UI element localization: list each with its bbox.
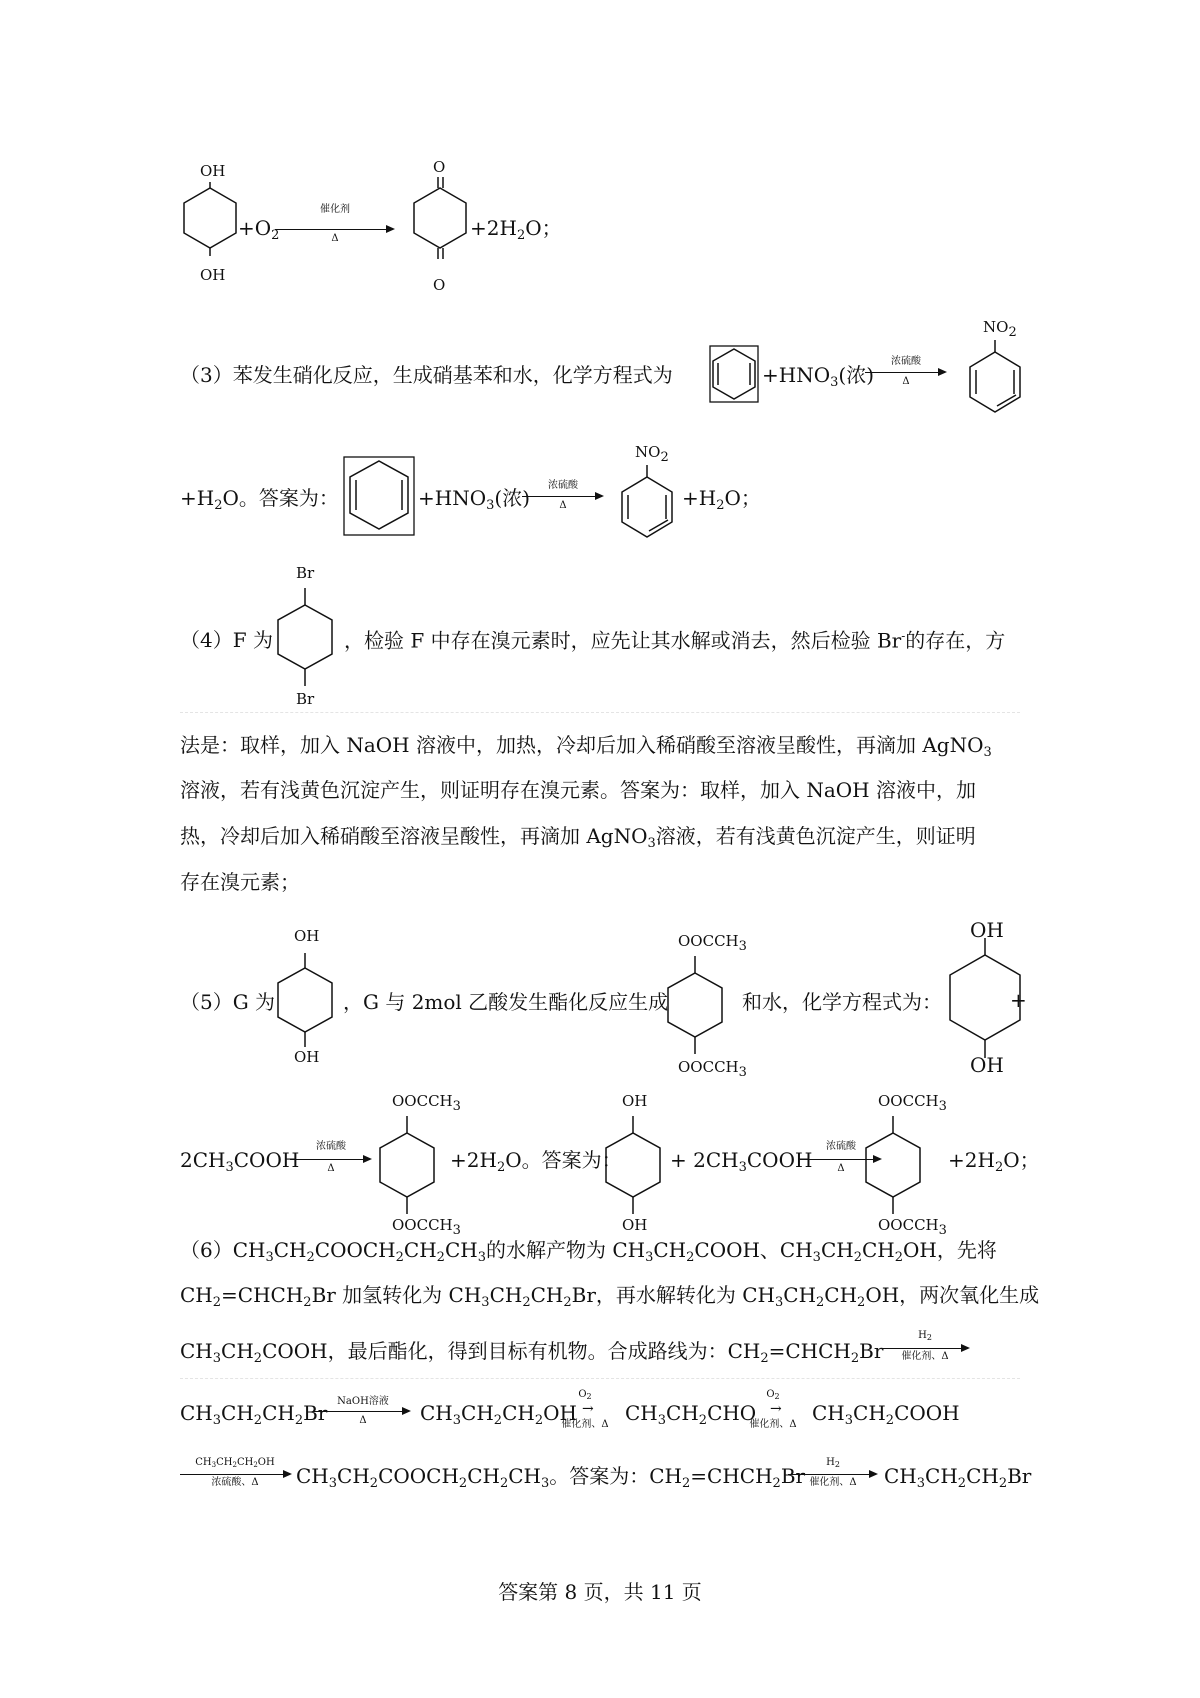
propanol-condition: $CH_3CH_2CH_2OH$: [195, 1457, 275, 1469]
no2-label: $NO_2$: [983, 318, 1017, 340]
section-5-text-end: 和水，化学方程式为：: [742, 990, 942, 1014]
propyl-bromide: $CH_3CH_2CH_2Br$: [180, 1401, 328, 1428]
nitrobenzene-structure: [960, 330, 1030, 420]
cyclohexanedione-structure: [410, 170, 470, 270]
propanol: $CH_3CH_2CH_2OH$: [420, 1401, 577, 1428]
arrow-condition-bottom: Δ: [327, 1163, 335, 1174]
reaction-arrow: [788, 1474, 876, 1475]
heat-condition: Δ: [359, 1415, 367, 1426]
h2-condition: $H_2$: [826, 1457, 840, 1469]
cyclohexanediol-answer-structure: [598, 1100, 668, 1230]
eq-ester-top: $OOCCH_3$: [392, 1092, 461, 1114]
ans-oh-bottom: OH: [622, 1216, 648, 1234]
ans-oh-top: OH: [622, 1092, 648, 1110]
reaction-arrow: [290, 1159, 370, 1160]
section-3-answer-start: $+H_2O$。答案为：: [180, 486, 339, 513]
dibromocyclohexane-structure: [270, 572, 340, 702]
plus-sign: +: [1010, 988, 1027, 1012]
ans-water: $+2H_2O$；: [948, 1148, 1040, 1175]
reaction-arrow: [865, 372, 945, 373]
oh-bonds: [180, 170, 240, 260]
section-5-text: ，G 与 2mol 乙酸发生酯化反应生成: [343, 990, 669, 1014]
catalyst-condition: 催化剂、Δ: [901, 1351, 949, 1362]
arrow-condition-top: 浓硫酸: [891, 356, 921, 367]
divider: [180, 1378, 1020, 1379]
no2-label-answer: $NO_2$: [635, 443, 669, 465]
acid-condition: 浓硫酸、Δ: [211, 1477, 259, 1488]
propanal: $CH_3CH_2CHO$: [625, 1401, 757, 1428]
catalyst-condition: 催化剂、Δ: [749, 1419, 797, 1430]
catalyst-condition: 催化剂、Δ: [809, 1477, 857, 1488]
propanoic-acid: $CH_3CH_2COOH$: [812, 1401, 960, 1428]
br-top-label: Br: [296, 564, 315, 582]
eq-ester-bottom: $OOCCH_3$: [392, 1216, 461, 1238]
benzene-structure: [708, 344, 760, 406]
acetic-acid-reagent: $2CH_3COOH$: [180, 1148, 300, 1175]
arrow-condition-bottom: Δ: [559, 500, 567, 511]
page-footer: 答案第 8 页，共 11 页: [498, 1580, 702, 1604]
reaction-arrow: [880, 1348, 968, 1349]
o2-condition: $O_2$: [766, 1389, 780, 1401]
section-6-line-5: $CH_3CH_2COOCH_2CH_2CH_3$。答案为：$CH_2=CHCH_2Br$: [296, 1464, 806, 1491]
ans-acetic-acid: + $2CH_3COOH$: [670, 1148, 813, 1175]
section-4-label: （4）F 为: [180, 628, 273, 652]
large-oh-top: OH: [970, 918, 1004, 942]
ans-ester-bottom: $OOCCH_3$: [878, 1216, 947, 1238]
oh-bottom-label: OH: [200, 266, 226, 284]
reaction-arrow: [180, 1474, 290, 1475]
divider: [180, 712, 1020, 713]
section-3-text: （3）苯发生硝化反应，生成硝基苯和水，化学方程式为: [180, 363, 673, 387]
section-5-label: （5）G 为: [180, 990, 276, 1014]
arrow-condition-top: 浓硫酸: [548, 480, 578, 491]
diester-structure-eq: [372, 1100, 442, 1230]
arrow-glyph: →: [582, 1401, 594, 1417]
o-top-label: O: [433, 158, 446, 176]
section-6-line-3: $CH_3CH_2COOH$，最后酯化，得到目标有机物。合成路线为：$CH_2=CHCH_2Br$: [180, 1339, 884, 1366]
ans-ester-top: $OOCCH_3$: [878, 1092, 947, 1114]
arrow-condition-top: 浓硫酸: [316, 1141, 346, 1152]
ester-bottom-label: $OOCCH_3$: [678, 1058, 747, 1080]
section-4-line-1: 法是：取样，加入 NaOH 溶液中，加热，冷却后加入稀硝酸至溶液呈酸性，再滴加 AgNO$_3$: [180, 733, 992, 760]
arrow-condition-top: 浓硫酸: [826, 1141, 856, 1152]
reaction-arrow: [313, 1411, 409, 1412]
naoh-condition: NaOH溶液: [337, 1396, 389, 1407]
section-4-line-4: 存在溴元素；: [180, 870, 300, 894]
section-4-line-3: 热，冷却后加入稀硝酸至溶液呈酸性，再滴加 AgNO$_3$溶液，若有浅黄色沉淀产生，则证明: [180, 824, 976, 851]
catalyst-condition: 催化剂、Δ: [561, 1419, 609, 1430]
propyl-bromide-answer: $CH_3CH_2CH_2Br$: [884, 1464, 1032, 1491]
o2-condition: $O_2$: [578, 1389, 592, 1401]
o-bottom-label: O: [433, 276, 446, 294]
ester-top-label: $OOCCH_3$: [678, 932, 747, 954]
arrow-condition-bottom: Δ: [331, 233, 339, 244]
cyclohexanediol-g-structure: [270, 935, 340, 1065]
products-water: $+2H_2O$；: [470, 216, 562, 243]
section-6-line-1: $(6)CH_3CH_2COOCH_2CH_2CH_3$的水解产物为 $CH_3CH_2COOH$、$CH_3CH_2CH_2OH$，先将: [180, 1238, 997, 1265]
hno3-reagent-answer: $+HNO_3$(浓): [418, 486, 530, 513]
eq-water: $+2H_2O$。答案为：: [450, 1148, 622, 1175]
g-oh-top: OH: [294, 927, 320, 945]
h2-condition: $H_2$: [918, 1330, 932, 1342]
oh-top-label: OH: [200, 162, 226, 180]
large-oh-bottom: OH: [970, 1053, 1004, 1077]
water-product-answer: $+H_2O$；: [682, 486, 761, 513]
diester-answer-structure: [858, 1100, 928, 1230]
g-oh-bottom: OH: [294, 1048, 320, 1066]
section-6-line-2: $CH_2=CHCH_2Br$ 加氢转化为 $CH_3CH_2CH_2Br$，再水解转化为 $CH_3CH_2CH_2OH$，两次氧化生成: [180, 1283, 1040, 1310]
arrow-condition-top: 催化剂: [320, 204, 350, 215]
br-bottom-label: Br: [296, 690, 315, 708]
reaction-arrow: [275, 229, 393, 230]
benzene-structure-answer: [342, 455, 416, 537]
reaction-arrow: [522, 496, 602, 497]
arrow-glyph: →: [770, 1401, 782, 1417]
arrow-condition-bottom: Δ: [837, 1163, 845, 1174]
hno3-reagent: $+HNO_3$(浓): [762, 363, 874, 390]
plus-o2: $+O_2$: [238, 216, 280, 243]
arrow-condition-bottom: Δ: [902, 376, 910, 387]
diester-structure: [660, 940, 730, 1070]
section-4-line-2: 溶液，若有浅黄色沉淀产生，则证明存在溴元素。答案为：取样，加入 NaOH 溶液中，加: [180, 778, 976, 802]
nitrobenzene-structure-answer: [612, 455, 682, 545]
section-4-text: ，检验 F 中存在溴元素时，应先让其水解或消去，然后检验 Br-的存在，方: [344, 628, 1006, 653]
